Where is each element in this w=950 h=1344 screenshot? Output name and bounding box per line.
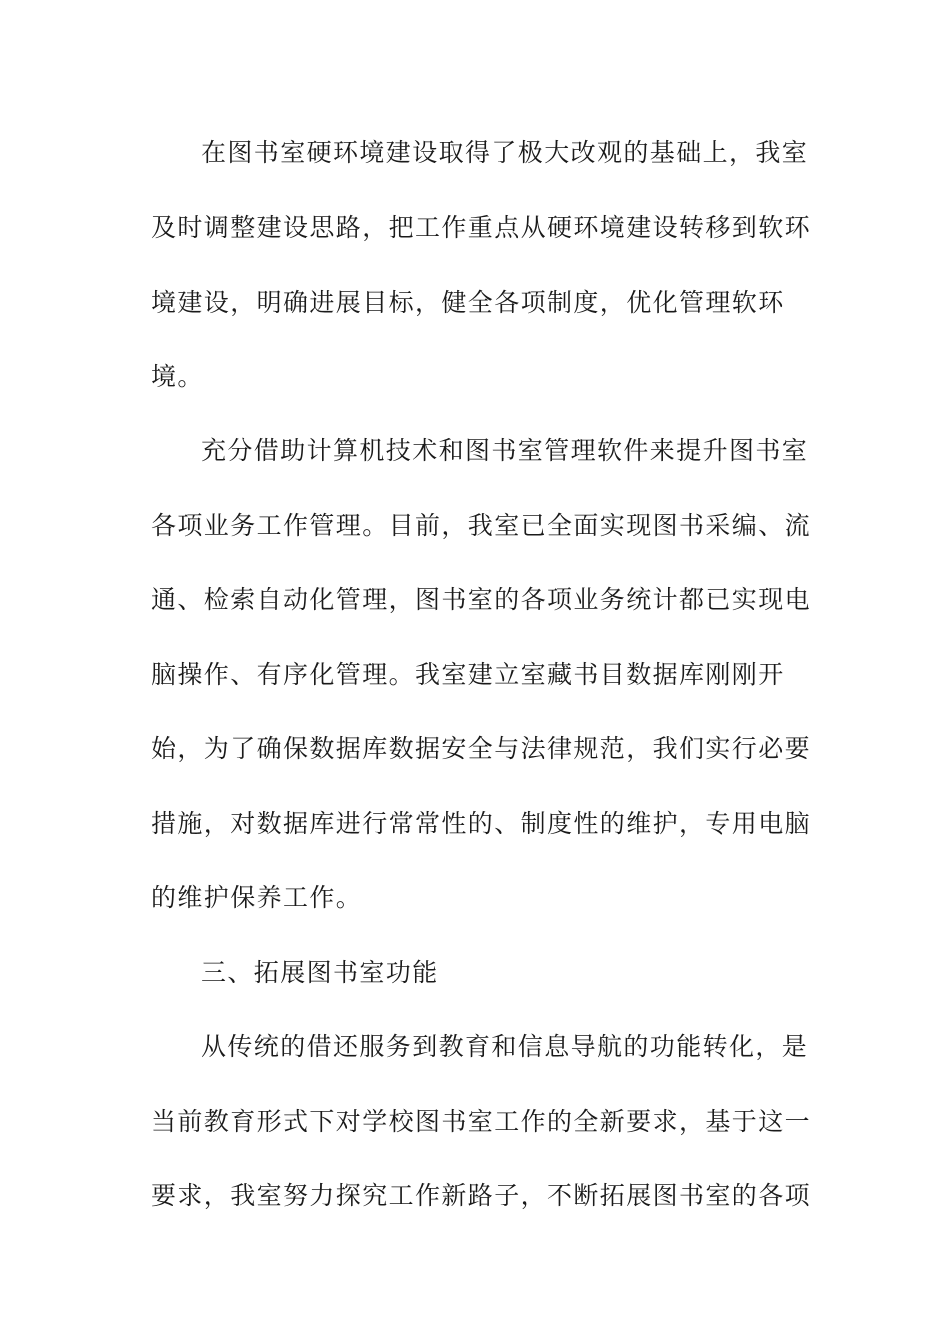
paragraph-1-line-3: 境建设，明确进展目标，健全各项制度，优化管理软环 <box>151 288 785 317</box>
paragraph-2-line-3: 通、检索自动化管理，图书室的各项业务统计都已实现电 <box>151 585 812 614</box>
paragraph-2-line-6: 措施，对数据库进行常常性的、制度性的维护，专用电脑 <box>151 809 812 838</box>
paragraph-2-line-4: 脑操作、有序化管理。我室建立室藏书目数据库刚刚开 <box>151 660 785 689</box>
paragraph-2-line-1: 充分借助计算机技术和图书室管理软件来提升图书室 <box>201 436 809 465</box>
section-heading: 三、拓展图书室功能 <box>201 958 439 987</box>
paragraph-3-line-3: 要求，我室努力探究工作新路子，不断拓展图书室的各项 <box>151 1181 812 1210</box>
paragraph-1-line-1: 在图书室硬环境建设取得了极大改观的基础上，我室 <box>201 138 809 167</box>
paragraph-1-line-4: 境。 <box>151 362 204 391</box>
paragraph-2-line-7: 的维护保养工作。 <box>151 883 363 912</box>
paragraph-1-line-2: 及时调整建设思路，把工作重点从硬环境建设转移到软环 <box>151 213 812 242</box>
paragraph-3-line-1: 从传统的借还服务到教育和信息导航的功能转化，是 <box>201 1032 809 1061</box>
paragraph-2-line-2: 各项业务工作管理。目前，我室已全面实现图书采编、流 <box>151 511 812 540</box>
paragraph-2-line-5: 始，为了确保数据库数据安全与法律规范，我们实行必要 <box>151 734 812 763</box>
paragraph-3-line-2: 当前教育形式下对学校图书室工作的全新要求，基于这一 <box>151 1107 812 1136</box>
